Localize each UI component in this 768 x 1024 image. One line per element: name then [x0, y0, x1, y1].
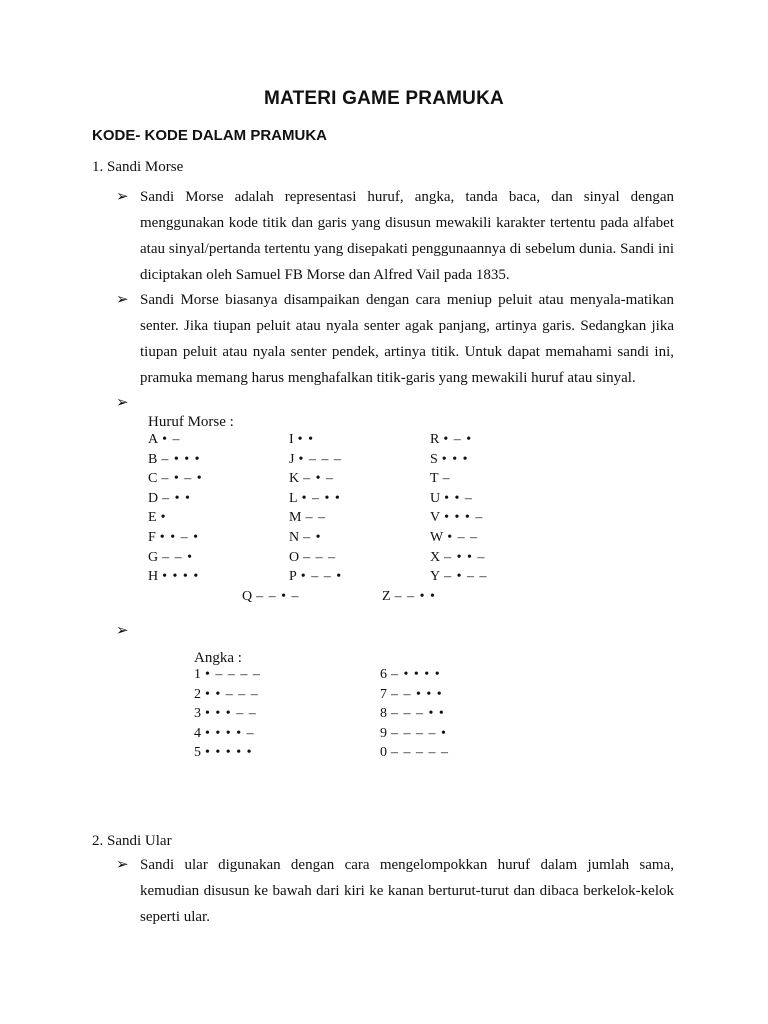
morse-character: 0 [380, 745, 387, 760]
morse-code-entry [380, 706, 445, 722]
morse-character: 3 [194, 706, 201, 721]
morse-character: 7 [380, 686, 387, 702]
paragraph-morse-usage: Sandi Morse biasanya disampaikan dengan cara meniup peluit atau menyala-matikan senter. Jika tiupan peluit atau nyala senter agak panjang, artinya garis. Sedangkan jika tiupan peluit atau nyala senter pendek, artinya titik. Untuk dapat memahami sandi ini, pramuka memang harus menghafalkan titik-garis yang mewakili huruf atau sinyal. [140, 292, 674, 386]
morse-symbol: • – – – [298, 451, 342, 467]
bullet-arrow-icon: ➢ [116, 623, 129, 639]
morse-character: L [289, 490, 298, 506]
section-heading: KODE- KODE DALAM PRAMUKA [92, 127, 327, 144]
morse-symbol: – • • – [444, 549, 486, 565]
morse-code-entry [148, 530, 199, 546]
morse-symbol: – [442, 471, 451, 487]
morse-symbol: – • [303, 530, 322, 545]
morse-character: A [148, 432, 159, 447]
morse-code-entry [148, 550, 193, 566]
morse-character: X [430, 549, 441, 565]
morse-symbol: • • [297, 432, 314, 447]
morse-code-entry [430, 432, 472, 448]
morse-character: U [430, 490, 441, 506]
morse-symbol: • • • • – [205, 725, 255, 741]
morse-symbol: • • • – [444, 510, 484, 526]
morse-symbol: • • • • [162, 569, 200, 585]
morse-code-entry [194, 687, 259, 703]
morse-character: 5 [194, 745, 201, 760]
morse-code-entry [430, 530, 478, 546]
morse-code-entry [430, 550, 485, 566]
morse-character: 4 [194, 725, 201, 741]
morse-code-entry [430, 491, 473, 507]
morse-code-entry [148, 510, 166, 526]
morse-symbol: – – • – [256, 589, 300, 604]
morse-code-entry [430, 471, 451, 487]
morse-character: G [148, 549, 159, 565]
morse-code-entry [194, 726, 255, 742]
morse-symbol: – – – – – [391, 745, 449, 760]
morse-character: 1 [194, 667, 201, 682]
morse-code-entry [380, 726, 447, 742]
morse-code-entry [289, 510, 326, 526]
section-label-morse: 1. Sandi Morse [92, 159, 184, 175]
huruf-morse-title: Huruf Morse : [148, 414, 234, 430]
morse-character: N [289, 530, 300, 545]
bullet-arrow-icon: ➢ [116, 189, 129, 205]
morse-code-entry [289, 452, 342, 468]
morse-symbol: – – • • • [391, 686, 443, 702]
morse-symbol: – – • • [394, 589, 436, 604]
bullet-arrow-icon: ➢ [116, 857, 129, 873]
morse-symbol: • • – – – [205, 686, 259, 702]
morse-code-entry [430, 452, 469, 468]
morse-code-entry [148, 432, 181, 448]
bullet-arrow-icon: ➢ [116, 292, 129, 308]
morse-symbol: – • – [303, 471, 335, 487]
page-title: MATERI GAME PRAMUKA [264, 88, 504, 109]
morse-code-entry [194, 706, 257, 722]
morse-character: O [289, 549, 300, 565]
morse-code-entry [289, 432, 314, 448]
morse-character: C [148, 471, 158, 487]
morse-symbol: – • • • • [391, 667, 441, 682]
morse-symbol: – • – – [444, 569, 488, 585]
morse-code-entry [194, 667, 261, 683]
morse-code-entry [194, 745, 253, 761]
morse-character: F [148, 530, 156, 545]
morse-symbol: • • – [444, 490, 473, 506]
morse-character: B [148, 451, 158, 467]
morse-code-entry [380, 687, 443, 703]
morse-symbol: • – – – – [205, 667, 261, 682]
morse-symbol: • • – • [159, 530, 200, 545]
morse-code-entry [289, 569, 342, 585]
morse-character: W [430, 530, 444, 545]
morse-character: T [430, 471, 439, 487]
morse-symbol: • • • • • [205, 745, 253, 760]
morse-character: Z [382, 589, 391, 604]
morse-character: M [289, 510, 302, 526]
morse-symbol: – – • [162, 549, 194, 565]
morse-symbol: – – [305, 510, 326, 526]
paragraph-morse-definition: Sandi Morse adalah representasi huruf, angka, tanda baca, dan sinyal dengan menggunakan kode titik dan garis yang disusun mewakili karakter tertentu pada alfabet atau sinyal/pertanda tertentu yang disepakati penggunaannya di sebelum dunia. Sandi ini diciptakan oleh Samuel FB Morse dan Alfred Vail pada 1835. [140, 189, 674, 283]
morse-character: J [289, 451, 295, 467]
morse-symbol: – • • • [161, 451, 201, 467]
morse-character: 9 [380, 725, 387, 741]
morse-code-entry [148, 471, 203, 487]
morse-symbol: • – • [443, 432, 473, 447]
morse-character: R [430, 432, 440, 447]
morse-symbol: – – – • • [391, 706, 445, 721]
morse-symbol: • – – • [300, 569, 343, 585]
morse-code-entry [430, 569, 488, 585]
morse-code-entry [430, 510, 483, 526]
morse-character: 2 [194, 686, 201, 702]
morse-character: P [289, 569, 297, 585]
morse-code-entry [380, 745, 449, 761]
paragraph-sandi-ular: Sandi ular digunakan dengan cara mengelompokkan huruf dalam jumlah sama, kemudian disusun ke bawah dari kiri ke kanan berturut-turut dan dibaca berkelok-kelok seperti ular. [140, 857, 674, 925]
morse-character: 8 [380, 706, 387, 721]
morse-code-entry [242, 589, 300, 605]
morse-symbol: – – – – • [391, 725, 447, 741]
angka-title: Angka : [194, 650, 242, 666]
morse-character: I [289, 432, 294, 447]
morse-symbol: • – [162, 432, 181, 447]
morse-character: 6 [380, 667, 387, 682]
morse-character: E [148, 510, 157, 526]
morse-symbol: • [160, 510, 167, 526]
morse-character: V [430, 510, 441, 526]
morse-symbol: • – • • [301, 490, 341, 506]
morse-symbol: • – – [447, 530, 479, 545]
morse-character: K [289, 471, 300, 487]
morse-code-entry [380, 667, 441, 683]
morse-symbol: • • • – – [205, 706, 257, 721]
morse-symbol: – • • [162, 490, 191, 506]
morse-code-entry [289, 550, 336, 566]
morse-character: Q [242, 589, 253, 604]
morse-code-entry [289, 491, 341, 507]
section-label-ular: 2. Sandi Ular [92, 833, 172, 849]
morse-character: S [430, 451, 438, 467]
morse-character: Y [430, 569, 441, 585]
bullet-arrow-icon: ➢ [116, 395, 129, 411]
morse-symbol: • • • [441, 451, 469, 467]
morse-code-entry [289, 530, 322, 546]
morse-code-entry [148, 569, 199, 585]
morse-code-entry [289, 471, 334, 487]
morse-character: D [148, 490, 159, 506]
morse-symbol: – • – • [161, 471, 203, 487]
morse-symbol: – – – [303, 549, 337, 565]
morse-code-entry [382, 589, 436, 605]
morse-character: H [148, 569, 159, 585]
morse-code-entry [148, 491, 191, 507]
morse-code-entry [148, 452, 201, 468]
